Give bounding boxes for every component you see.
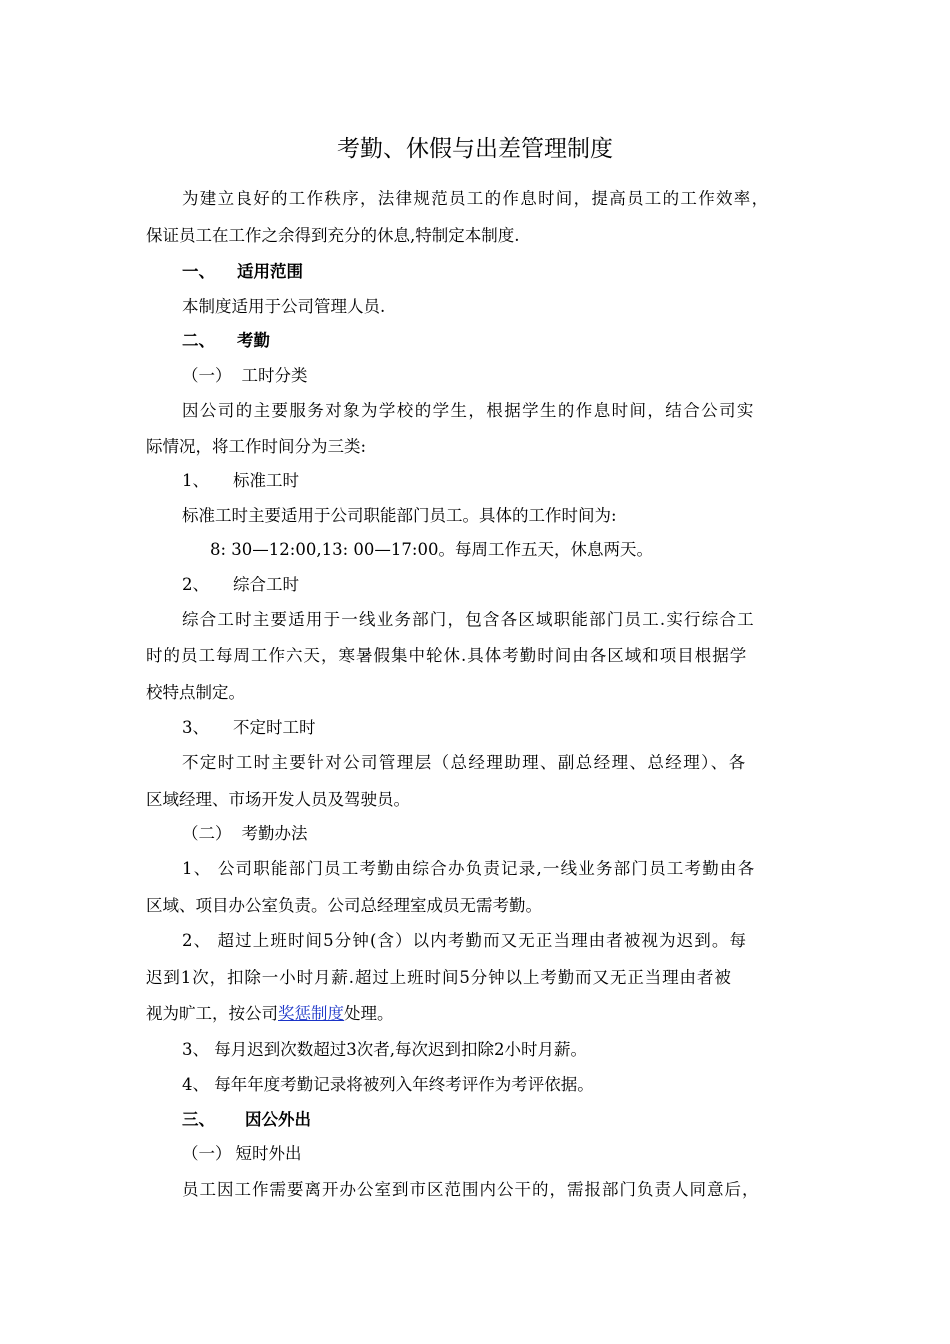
reward-punishment-policy-link[interactable]: 奖惩制度 — [278, 1004, 344, 1023]
section-3-para-line-1: 员工因工作需要离开办公室到市区范围内公干的，需报部门负责人同意后， — [182, 1180, 760, 1199]
subsection-3-1-number: （一） — [182, 1144, 232, 1163]
item-3-title: 不定时工时 — [233, 718, 316, 737]
section-1-number: 一、 — [182, 262, 215, 281]
rule-2-line-3 — [146, 1003, 394, 1025]
document-title: 考勤、休假与出差管理制度 — [337, 136, 613, 162]
subsection-2-1-title: 工时分类 — [241, 366, 308, 385]
section-3-title: 因公外出 — [245, 1110, 311, 1129]
rule-2-line-2: 迟到1次，扣除一小时月薪.超过上班时间5分钟以上考勤而又无正当理由者被 — [146, 968, 732, 987]
item-1-number: 1、 — [182, 471, 209, 490]
rule-1-line-1: 1、 公司职能部门员工考勤由综合办负责记录,一线业务部门员工考勤由各 — [182, 859, 756, 878]
subsection-2-1-para-line-2: 际情况，将工作时间分为三类: — [146, 437, 367, 456]
rule-2-line-3-prefix: 视为旷工，按公司 — [146, 1004, 278, 1023]
item-1-text: 标准工时主要适用于公司职能部门员工。具体的工作时间为: — [182, 506, 617, 525]
rule-3: 3、 每月迟到次数超过3次者,每次迟到扣除2小时月薪。 — [182, 1040, 587, 1059]
rule-2-line-3-suffix: 处理。 — [344, 1004, 394, 1023]
item-1-heading — [182, 470, 299, 492]
item-2-para-line-2: 时的员工每周工作六天，寒暑假集中轮休.具体考勤时间由各区域和项目根据学 — [146, 646, 748, 665]
subsection-2-2-heading — [182, 823, 308, 845]
subsection-2-1-number: （一） — [182, 366, 232, 385]
subsection-2-2-number: （二） — [182, 824, 232, 843]
subsection-2-1-para-line-1: 因公司的主要服务对象为学校的学生，根据学生的作息时间，结合公司实 — [182, 401, 755, 420]
rule-1-line-2: 区域、项目办公室负责。公司总经理室成员无需考勤。 — [146, 896, 542, 915]
section-1-heading — [182, 261, 303, 283]
rule-4: 4、 每年年度考勤记录将被列入年终考评作为考评依据。 — [182, 1075, 594, 1094]
item-2-heading — [182, 574, 299, 596]
subsection-3-1-title: 短时外出 — [235, 1144, 302, 1163]
intro-line-1: 为建立良好的工作秩序，法律规范员工的作息时间，提高员工的工作效率， — [182, 189, 770, 208]
section-1-text: 本制度适用于公司管理人员. — [182, 297, 386, 316]
section-2-heading — [182, 330, 270, 352]
item-1-time: 8: 30—12:00,13: 00—17:00。每周工作五天，休息两天。 — [210, 540, 653, 559]
item-3-heading — [182, 717, 316, 739]
subsection-2-2-title: 考勤办法 — [241, 824, 308, 843]
item-2-para-line-3: 校特点制定。 — [146, 683, 245, 702]
section-3-number: 三、 — [182, 1110, 215, 1129]
item-2-para-line-1: 综合工时主要适用于一线业务部门，包含各区域职能部门员工.实行综合工 — [182, 610, 755, 629]
item-1-title: 标准工时 — [233, 471, 299, 490]
section-1-title: 适用范围 — [237, 262, 303, 281]
section-2-number: 二、 — [182, 331, 215, 350]
subsection-2-1-heading — [182, 365, 308, 387]
rule-2-line-1: 2、 超过上班时间5分钟(含）以内考勤而又无正当理由者被视为迟到。每 — [182, 931, 748, 950]
subsection-3-1-heading — [182, 1143, 302, 1165]
item-3-number: 3、 — [182, 718, 209, 737]
item-2-title: 综合工时 — [233, 575, 299, 594]
section-3-heading — [182, 1109, 311, 1131]
item-2-number: 2、 — [182, 575, 209, 594]
section-2-title: 考勤 — [237, 331, 270, 350]
intro-line-2: 保证员工在工作之余得到充分的休息,特制定本制度. — [146, 226, 520, 245]
item-3-para-line-1: 不定时工时主要针对公司管理层（总经理助理、副总经理、总经理）、各 — [182, 753, 747, 772]
item-3-para-line-2: 区域经理、市场开发人员及驾驶员。 — [146, 790, 410, 809]
